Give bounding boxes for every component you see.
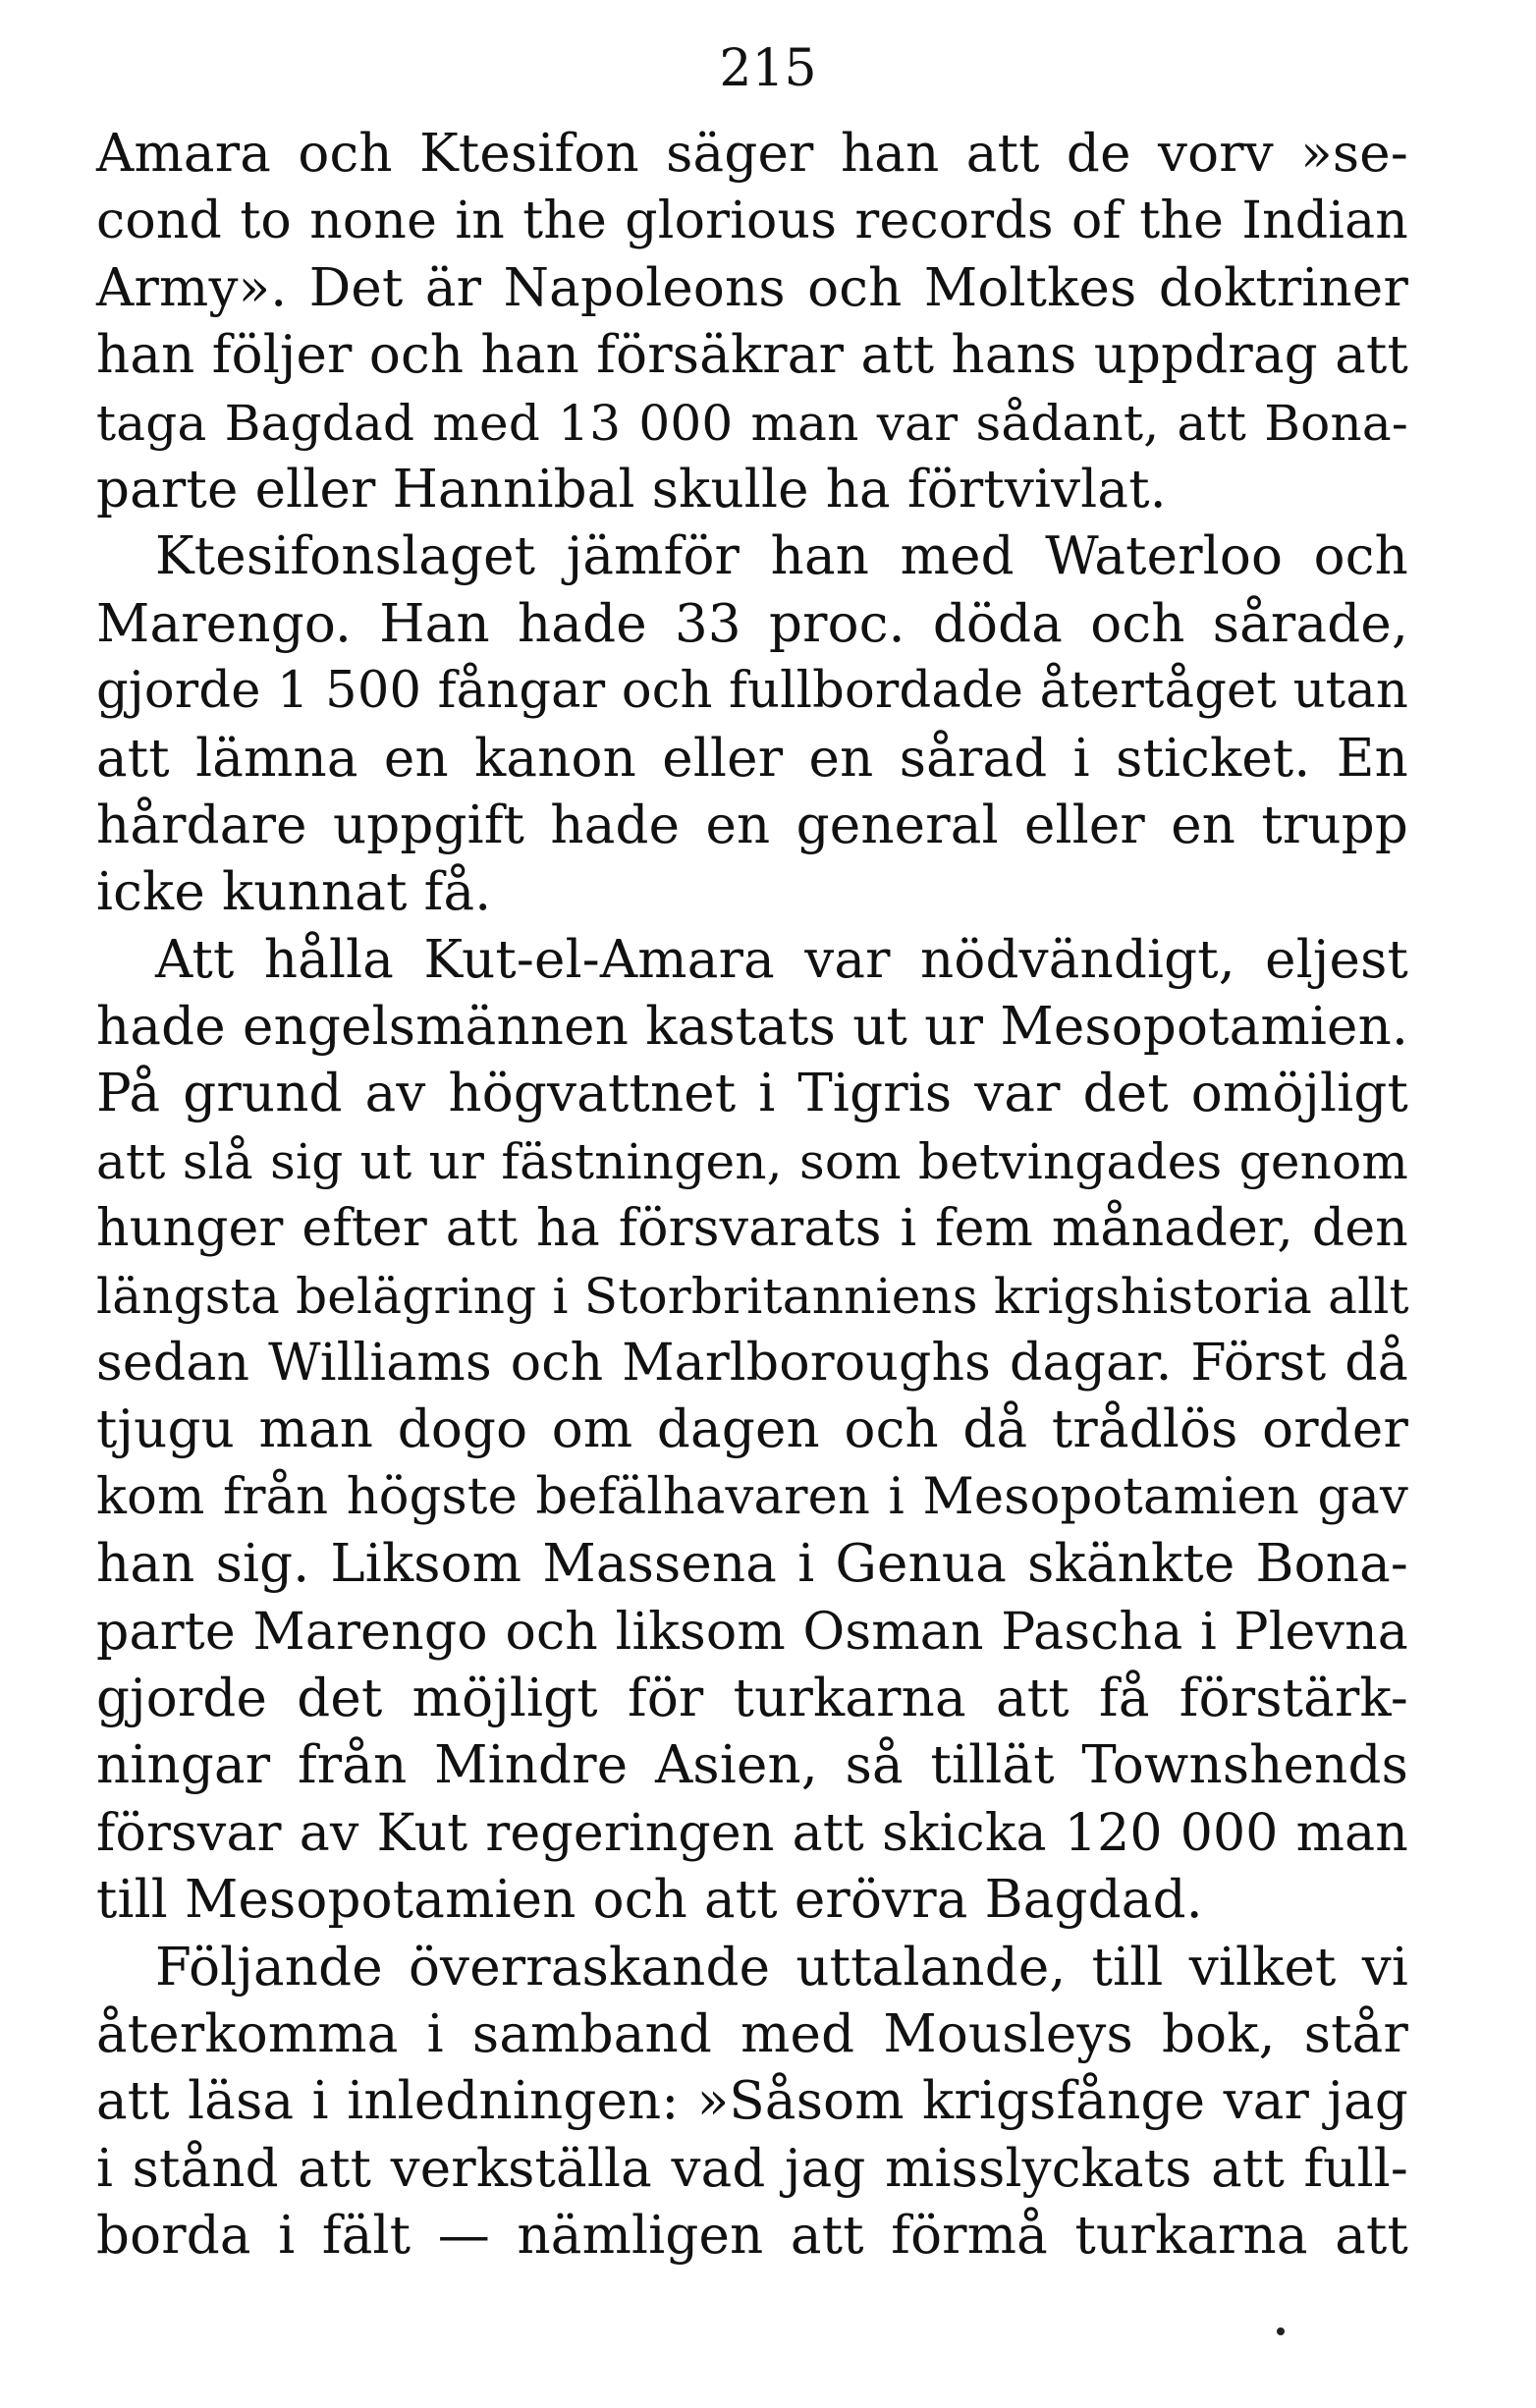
text-line: Army». Det är Napoleons och Moltkes doktriner (96, 257, 1408, 318)
text-line: att läsa i inledningen: »Såsom krigsfånge var jag (96, 2071, 1408, 2132)
print-speck (1277, 2327, 1285, 2335)
text-line: Marengo. Han hade 33 proc. döda och sårade, (96, 593, 1408, 654)
text-line: parte Marengo och liksom Osman Pascha i Plevna (96, 1602, 1408, 1662)
text-line: gjorde 1 500 fångar och fullbordade återtåget utan (96, 662, 1408, 721)
text-line: tjugu man dogo om dagen och då trådlös order (96, 1399, 1408, 1460)
text-line: sedan Williams och Marlboroughs dagar. Först då (96, 1334, 1408, 1394)
text-line: han sig. Liksom Massena i Genua skänkte Bona- (96, 1534, 1408, 1595)
text-line: till Mesopotamien och att erövra Bagdad. (96, 1870, 1203, 1931)
body-text (96, 121, 1408, 2271)
text-line: På grund av högvattnet i Tigris var det omöjligt (96, 1064, 1408, 1124)
text-line: kom från högste befälhavaren i Mesopotamien gav (96, 1467, 1408, 1526)
text-line: taga Bagdad med 13 000 man var sådant, att Bona- (96, 394, 1408, 452)
text-line: hade engelsmännen kastats ut ur Mesopotamien. (96, 997, 1408, 1058)
text-line: hårdare uppgift hade en general eller en trupp (96, 794, 1408, 855)
text-line: försvar av Kut regeringen att skicka 120 000 man (96, 1803, 1408, 1863)
page-number: 215 (719, 39, 817, 98)
text-line: gjorde det möjligt för turkarna att få förstärk- (96, 1668, 1408, 1728)
text-line: hunger efter att ha försvarats i fem månader, den (96, 1199, 1408, 1259)
text-line: Ktesifonslaget jämför han med Waterloo och (155, 526, 1408, 587)
text-line: längsta belägring i Storbritanniens krigshistoria allt (96, 1267, 1409, 1325)
text-line: Följande överraskande uttalande, till vilket vi (155, 1937, 1408, 1998)
text-line: återkomma i samband med Mousleys bok, står (96, 2003, 1408, 2064)
text-line: i stånd att verkställa vad jag misslyckats att full- (96, 2138, 1408, 2199)
text-line: att slå sig ut ur fästningen, som betvingades genom (96, 1132, 1408, 1190)
text-line: Att hålla Kut-el-Amara var nödvändigt, eljest (155, 929, 1408, 990)
text-line: att lämna en kanon eller en sårad i sticket. En (96, 728, 1408, 789)
text-line: borda i fält — nämligen att förmå turkarna att (96, 2206, 1408, 2267)
text-line: cond to none in the glorious records of the Indian (96, 192, 1408, 251)
text-line: han följer och han försäkrar att hans uppdrag att (96, 325, 1408, 386)
text-line: icke kunnat få. (96, 862, 492, 923)
text-line: parte eller Hannibal skulle ha förtvivlat. (96, 459, 1167, 520)
text-line: ningar från Mindre Asien, så tillät Townshends (96, 1735, 1408, 1796)
text-line: Amara och Ktesifon säger han att de vorv »se- (96, 124, 1408, 184)
